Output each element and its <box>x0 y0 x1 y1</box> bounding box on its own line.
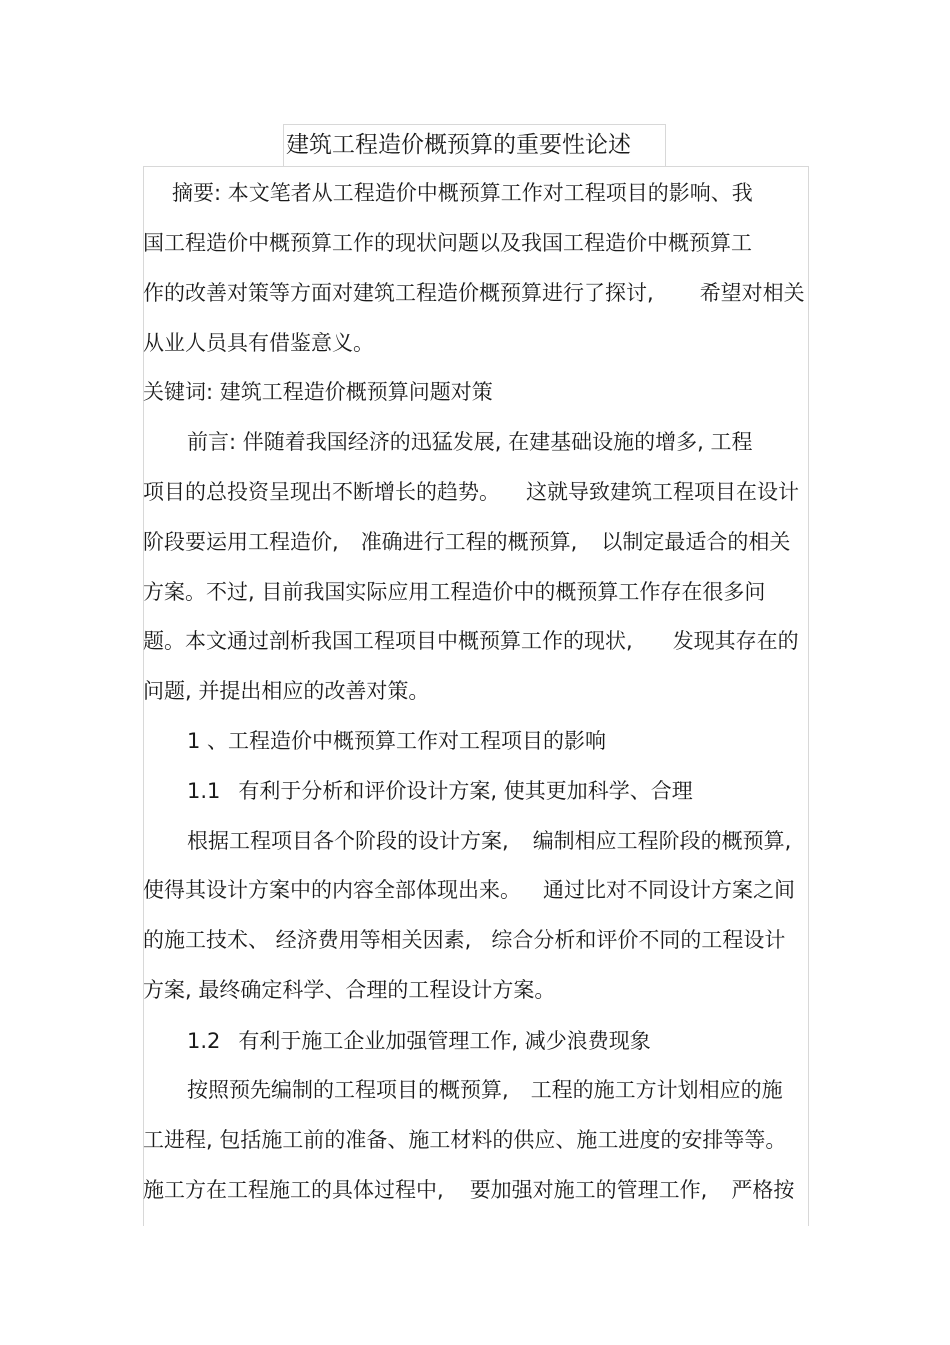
section-1-2-line-3-part-2: 要加强对施工的管理工作, <box>469 1178 708 1202</box>
preface-line-5 <box>143 627 799 655</box>
abstract-line-1: 摘要: 本文笔者从工程造价中概预算工作对工程项目的影响、我 <box>172 181 753 205</box>
section-1-2-heading <box>187 1027 651 1055</box>
preface-line-1: 前言: 伴随着我国经济的迅猛发展, 在建基础设施的增多, 工程 <box>187 430 753 454</box>
preface-line-3 <box>143 528 790 556</box>
section-1-2-number: 1.2 <box>187 1029 221 1053</box>
document-title: 建筑工程造价概预算的重要性论述 <box>286 132 631 158</box>
section-1-2-line-3-part-1: 施工方在工程施工的具体过程中, <box>143 1178 444 1202</box>
abstract-line-3-part-1: 作的改善对策等方面对建筑工程造价概预算进行了探讨, <box>143 281 654 305</box>
preface-line-3-part-3: 以制定最适合的相关 <box>601 530 791 554</box>
section-1-1-number: 1.1 <box>187 779 221 803</box>
section-1-1-line-2-part-2: 通过比对不同设计方案之间 <box>543 878 795 902</box>
preface-line-2 <box>143 478 799 506</box>
section-1-1-line-3-part-1: 的施工技术、 经济费用等相关因素, <box>143 928 472 952</box>
section-1-2-line-3-part-3: 严格按 <box>731 1178 795 1202</box>
preface-line-2-part-1: 项目的总投资呈现出不断增长的趋势。 <box>143 480 500 504</box>
section-1-1-line-2-part-1: 使得其设计方案中的内容全部体现出来。 <box>143 878 521 902</box>
section-1-2-line-2: 工进程, 包括施工前的准备、施工材料的供应、施工进度的安排等等。 <box>143 1128 787 1152</box>
section-1-1-line-1-part-1: 根据工程项目各个阶段的设计方案, <box>187 829 509 853</box>
section-1-1-line-1 <box>187 827 791 855</box>
preface-line-6: 问题, 并提出相应的改善对策。 <box>143 679 430 703</box>
abstract-line-3 <box>143 279 805 307</box>
section-1-1-line-3-part-2: 综合分析和评价不同的工程设计 <box>491 928 786 952</box>
section-1-heading: 1 、工程造价中概预算工作对工程项目的影响 <box>187 729 607 753</box>
abstract-line-3-part-2: 希望对相关 <box>699 281 805 305</box>
section-1-1-line-2 <box>143 876 795 904</box>
section-1-2-line-1-part-2: 工程的施工方计划相应的施 <box>530 1078 783 1102</box>
abstract-line-4: 从业人员具有借鉴意义。 <box>143 331 374 355</box>
preface-line-5-part-2: 发现其存在的 <box>672 629 799 653</box>
abstract-line-2: 国工程造价中概预算工作的现状问题以及我国工程造价中概预算工 <box>143 231 752 255</box>
section-1-2-line-1 <box>187 1076 783 1104</box>
section-1-1-line-3 <box>143 926 785 954</box>
preface-line-3-part-1: 阶段要运用工程造价, <box>143 530 339 554</box>
preface-line-3-part-2: 准确进行工程的概预算, <box>360 530 578 554</box>
preface-line-2-part-2: 这就导致建筑工程项目在设计 <box>526 480 799 504</box>
preface-line-4: 方案。不过, 目前我国实际应用工程造价中的概预算工作存在很多问 <box>143 580 766 604</box>
section-1-2-line-3 <box>143 1176 794 1204</box>
section-1-1-heading <box>187 777 693 805</box>
section-1-2-line-1-part-1: 按照预先编制的工程项目的概预算, <box>187 1078 509 1102</box>
section-1-2-title: 有利于施工企业加强管理工作, 减少浪费现象 <box>238 1029 651 1053</box>
keywords-line: 关键词: 建筑工程造价概预算问题对策 <box>143 380 493 404</box>
section-1-1-line-1-part-2: 编制相应工程阶段的概预算, <box>532 829 792 853</box>
section-1-1-title: 有利于分析和评价设计方案, 使其更加科学、合理 <box>238 779 693 803</box>
preface-line-5-part-1: 题。本文通过剖析我国工程项目中概预算工作的现状, <box>143 629 633 653</box>
section-1-1-line-4: 方案, 最终确定科学、合理的工程设计方案。 <box>143 978 556 1002</box>
